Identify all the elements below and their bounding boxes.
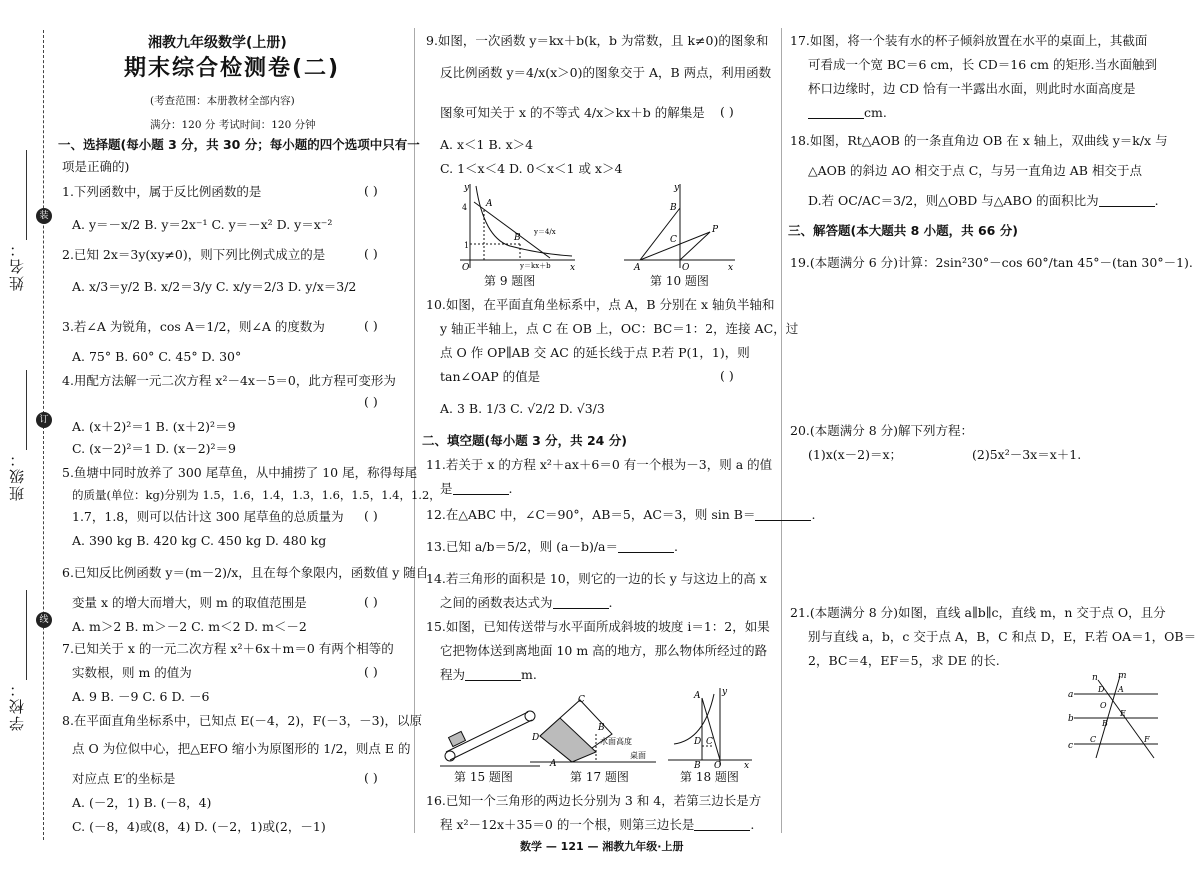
- section-heading: 二、填空题(每小题 3 分，共 24 分): [422, 433, 627, 448]
- svg-text:x: x: [570, 263, 576, 272]
- question-text: 6.已知反比例函数 y＝(m－2)/x，且在每个象限内，函数值 y 随自: [62, 565, 429, 580]
- figure-label: 水面高度: [600, 737, 632, 746]
- figure-caption: 第 15 题图: [454, 770, 513, 784]
- question-text: 9.如图，一次函数 y＝kx＋b(k，b 为常数，且 k≠0)的图象和: [426, 33, 769, 48]
- question-text: 10.如图，在平面直角坐标系中，点 A，B 分别在 x 轴负半轴和: [426, 297, 775, 312]
- question-text: 8.在平面直角坐标系中，已知点 E(－4，2)，F(－3，－3)，以原: [62, 713, 423, 728]
- svg-text:x: x: [728, 263, 734, 272]
- question-options: C. (x－2)²＝1 D. (x－2)²＝9: [72, 441, 237, 456]
- name-label: 姓名：: [8, 240, 26, 291]
- svg-text:O: O: [714, 761, 722, 768]
- question-text: 17.如图，将一个装有水的杯子倾斜放置在水平的桌面上，其截面: [790, 33, 1148, 48]
- figure-9: [450, 180, 580, 272]
- svg-text:m: m: [1118, 671, 1127, 681]
- class-label: 班级：: [8, 450, 26, 501]
- answer-bracket[interactable]: ( ): [364, 508, 378, 523]
- name-field[interactable]: [26, 150, 27, 240]
- exam-meta: 满分：120 分 考试时间：120 分钟: [150, 119, 316, 131]
- seal-mark: 装: [36, 208, 52, 224]
- svg-text:B: B: [598, 723, 605, 733]
- question-text: 图象可知关于 x 的不等式 4/x＞kx＋b 的解集是: [440, 105, 705, 120]
- answer-bracket[interactable]: ( ): [364, 770, 378, 785]
- svg-text:A: A: [634, 263, 641, 272]
- svg-text:F: F: [1144, 735, 1150, 744]
- binding-margin: [0, 0, 58, 877]
- scope-note: (考查范围：本册教材全部内容): [150, 95, 295, 107]
- question-options: A. y＝－x/2 B. y＝2x⁻¹ C. y＝－x² D. y＝x⁻²: [72, 217, 333, 232]
- question-text: 2，BC＝4，EF＝5，求 DE 的长.: [808, 653, 1000, 668]
- answer-bracket[interactable]: ( ): [720, 104, 734, 119]
- answer-blank[interactable]: [618, 540, 674, 553]
- figure-caption: 第 18 题图: [680, 770, 739, 784]
- series-title: 湘教九年级数学(上册): [148, 35, 287, 51]
- answer-bracket[interactable]: ( ): [720, 368, 734, 383]
- svg-text:x: x: [744, 761, 750, 768]
- figure-label: y＝4/x: [534, 228, 556, 236]
- seal-mark: 线: [36, 612, 52, 628]
- figure-15: [440, 696, 540, 768]
- question-text: 是 .: [440, 481, 513, 496]
- svg-text:C: C: [706, 737, 713, 747]
- section-heading: 一、选择题(每小题 3 分，共 30 分；每小题的四个选项中只有一: [58, 137, 420, 152]
- question-text: 实数根，则 m 的值为: [72, 665, 192, 680]
- figure-17: [530, 694, 656, 768]
- question-options: A. (－2，1) B. (－8，4): [72, 795, 212, 810]
- svg-text:E: E: [1120, 709, 1126, 718]
- answer-blank[interactable]: [553, 596, 609, 609]
- question-options: A. 3 B. 1/3 C. √2/2 D. √3/3: [440, 401, 605, 416]
- question-text: 可看成一个宽 BC＝6 cm，长 CD＝16 cm 的矩形.当水面触到: [808, 57, 1157, 72]
- question-text: 2.已知 2x＝3y(xy≠0)，则下列比例式成立的是: [62, 247, 326, 262]
- question-options: A. x＜1 B. x＞4: [440, 137, 534, 152]
- question-text: 4.用配方法解一元二次方程 x²－4x－5＝0，此方程可变形为: [62, 373, 396, 388]
- svg-text:B: B: [1102, 719, 1108, 728]
- question-options: C. 1＜x＜4 D. 0＜x＜1 或 x＞4: [440, 161, 623, 176]
- question-text: tan∠OAP 的值是: [440, 369, 541, 384]
- svg-text:A: A: [1118, 685, 1124, 694]
- svg-text:D: D: [1098, 685, 1105, 694]
- svg-text:b: b: [1068, 714, 1074, 724]
- answer-bracket[interactable]: ( ): [364, 183, 378, 198]
- svg-text:y: y: [722, 687, 728, 697]
- svg-text:O: O: [462, 263, 470, 272]
- svg-text:a: a: [1068, 690, 1074, 700]
- question-options: A. 390 kg B. 420 kg C. 450 kg D. 480 kg: [72, 533, 327, 548]
- question-text: 点 O 为位似中心，把△EFO 缩小为原图形的 1/2，则点 E 的: [72, 741, 411, 756]
- section-heading: 三、解答题(本大题共 8 小题，共 66 分): [788, 223, 1018, 238]
- answer-bracket[interactable]: ( ): [364, 394, 378, 409]
- question-text: 程 x²－12x＋35＝0 的一个根，则第三边长是 .: [440, 817, 755, 832]
- svg-text:A: A: [694, 691, 701, 701]
- answer-blank[interactable]: [694, 818, 750, 831]
- question-text: D.若 OC/AC＝3/2，则△OBD 与△ABO 的面积比为 .: [808, 193, 1159, 208]
- answer-blank[interactable]: [453, 482, 509, 495]
- figure-caption: 第 17 题图: [570, 770, 629, 784]
- figure-label: y＝kx＋b: [520, 262, 551, 270]
- answer-blank[interactable]: [808, 106, 864, 119]
- question-text: 项是正确的): [62, 159, 130, 174]
- svg-text:D: D: [694, 737, 702, 747]
- question-text: 点 O 作 OP∥AB 交 AC 的延长线于点 P.若 P(1，1)，则: [440, 345, 750, 360]
- answer-bracket[interactable]: ( ): [364, 318, 378, 333]
- question-text: △AOB 的斜边 AO 相交于点 C，与另一直角边 AB 相交于点: [808, 163, 1142, 178]
- figure-10: [620, 180, 740, 272]
- svg-text:c: c: [1068, 741, 1074, 751]
- question-options: C. (－8，4)或(8，4) D. (－2，1)或(2，－1): [72, 819, 326, 834]
- svg-text:y: y: [464, 183, 470, 193]
- question-text: y 轴正半轴上，点 C 在 OB 上，OC：BC＝1：2，连接 AC，过: [440, 321, 799, 336]
- question-text: 16.已知一个三角形的两边长分别为 3 和 4，若第三边长是方: [426, 793, 762, 808]
- svg-text:B: B: [670, 203, 677, 213]
- svg-text:A: A: [550, 759, 557, 768]
- figure-21: [1068, 670, 1160, 766]
- answer-blank[interactable]: [1099, 194, 1155, 207]
- question-text: 的质量(单位：kg)分别为 1.5，1.6，1.4，1.3，1.6，1.5，1.4，1.2，: [72, 488, 441, 502]
- svg-text:n: n: [1092, 673, 1098, 683]
- answer-bracket[interactable]: ( ): [364, 664, 378, 679]
- svg-text:O: O: [1100, 701, 1107, 710]
- figure-caption: 第 9 题图: [484, 274, 536, 288]
- question-text: 别与直线 a，b，c 交于点 A，B，C 和点 D，E，F.若 OA＝1，OB＝: [808, 629, 1197, 644]
- figure-caption: 第 10 题图: [650, 274, 709, 288]
- answer-blank[interactable]: [465, 668, 521, 681]
- question-text: 程为 m.: [440, 667, 537, 682]
- question-text: 14.若三角形的面积是 10，则它的一边的长 y 与这边上的高 x: [426, 571, 767, 586]
- school-label: 学校：: [8, 680, 26, 731]
- question-text: 18.如图，Rt△AOB 的一条直角边 OB 在 x 轴上，双曲线 y＝k/x 与: [790, 133, 1168, 148]
- answer-bracket[interactable]: ( ): [364, 594, 378, 609]
- page-footer: 数学 — 121 — 湘教九年级·上册: [520, 840, 684, 853]
- question-text: 对应点 E′的坐标是: [72, 771, 176, 786]
- question-text: 1.下列函数中，属于反比例函数的是: [62, 184, 262, 199]
- school-field[interactable]: [26, 590, 27, 680]
- svg-text:C: C: [670, 235, 677, 245]
- question-text: 反比例函数 y＝4/x(x＞0)的图象交于 A，B 两点，利用函数: [440, 65, 772, 80]
- question-text: 7.已知关于 x 的一元二次方程 x²＋6x＋m＝0 有两个相等的: [62, 641, 394, 656]
- question-options: A. x/3＝y/2 B. x/2＝3/y C. x/y＝2/3 D. y/x＝3/2: [72, 279, 357, 294]
- svg-text:C: C: [1090, 735, 1097, 744]
- question-text: 变量 x 的增大而增大，则 m 的取值范围是: [72, 595, 307, 610]
- question-text: 3.若∠A 为锐角，cos A＝1/2，则∠A 的度数为: [62, 319, 325, 334]
- svg-text:1: 1: [464, 241, 470, 250]
- question-text: 13.已知 a/b＝5/2，则 (a－b)/a＝ .: [426, 539, 678, 554]
- question-options: A. m＞2 B. m＞－2 C. m＜2 D. m＜－2: [72, 619, 307, 634]
- answer-bracket[interactable]: ( ): [364, 246, 378, 261]
- question-text: 19.(本题满分 6 分)计算：2sin²30°－cos 60°/tan 45°－(tan 30°－1).: [790, 255, 1193, 270]
- question-text: cm.: [808, 104, 887, 122]
- question-subpart: (2)5x²－3x＝x＋1.: [972, 447, 1082, 462]
- page-title: 期末综合检测卷(二): [124, 56, 341, 81]
- seal-mark: 订: [36, 412, 52, 428]
- question-text: 15.如图，已知传送带与水平面所成斜坡的坡度 i＝1：2，如果: [426, 619, 770, 634]
- answer-area[interactable]: [790, 470, 1158, 600]
- answer-area[interactable]: [790, 280, 1158, 410]
- svg-text:B: B: [514, 233, 521, 243]
- question-text: 11.若关于 x 的方程 x²＋ax＋6＝0 有一个根为－3，则 a 的值: [426, 457, 773, 472]
- question-text: 21.(本题满分 8 分)如图，直线 a∥b∥c，直线 m，n 交于点 O，且分: [790, 605, 1166, 620]
- question-text: 杯口边缘时，边 CD 恰有一半露出水面，则此时水面高度是: [808, 81, 1136, 96]
- svg-text:O: O: [682, 263, 690, 272]
- question-text: 12.在△ABC 中，∠C＝90°，AB＝5，AC＝3，则 sin B＝ .: [426, 507, 816, 522]
- question-text: 1.7，1.8，则可以估计这 300 尾草鱼的总质量为: [72, 509, 344, 524]
- cut-line: [43, 30, 44, 840]
- figure-label: 桌面: [630, 751, 646, 760]
- figure-18: [664, 684, 754, 768]
- question-text: 5.鱼塘中同时放养了 300 尾草鱼，从中捕捞了 10 尾，称得每尾: [62, 465, 418, 480]
- question-text: 20.(本题满分 8 分)解下列方程：: [790, 423, 974, 438]
- class-field[interactable]: [26, 370, 27, 450]
- svg-text:D: D: [532, 733, 540, 743]
- svg-text:y: y: [674, 183, 680, 193]
- question-subpart: (1)x(x－2)＝x；: [808, 447, 903, 462]
- question-options: A. (x＋2)²＝1 B. (x＋2)²＝9: [72, 419, 236, 434]
- question-text: 它把物体送到离地面 10 m 高的地方，那么物体所经过的路: [440, 643, 768, 658]
- svg-text:C: C: [578, 695, 585, 705]
- svg-text:B: B: [694, 761, 701, 768]
- column-divider: [781, 28, 782, 833]
- question-options: A. 75° B. 60° C. 45° D. 30°: [72, 349, 242, 364]
- svg-text:A: A: [486, 199, 493, 209]
- question-options: A. 9 B. －9 C. 6 D. －6: [72, 689, 210, 704]
- question-text: 之间的函数表达式为 .: [440, 595, 613, 610]
- svg-text:P: P: [712, 225, 719, 235]
- svg-text:4: 4: [462, 203, 468, 212]
